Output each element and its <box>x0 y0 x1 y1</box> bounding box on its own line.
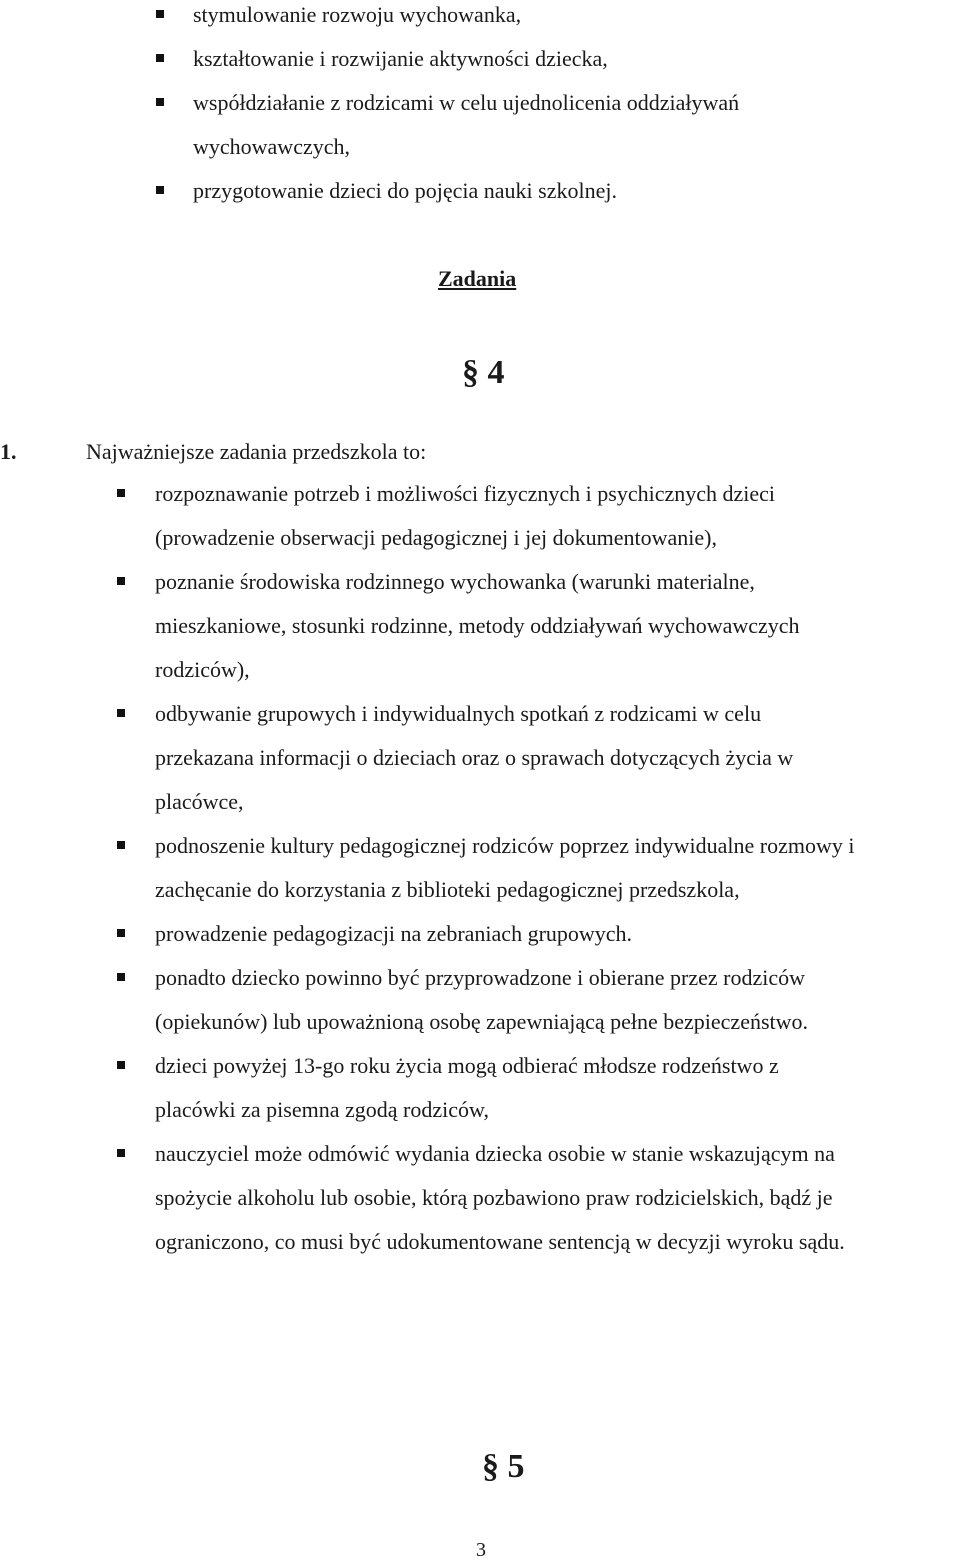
bullet-icon <box>156 186 164 194</box>
point-number: 1. <box>0 439 17 464</box>
bullet-icon <box>117 709 125 717</box>
list-item-line: poznanie środowiska rodzinnego wychowanka (warunki materialne, <box>155 569 755 594</box>
list-item-line: stymulowanie rozwoju wychowanka, <box>193 2 522 27</box>
bullet-icon <box>117 929 125 937</box>
bullet-icon <box>117 577 125 585</box>
list-item-line: dzieci powyżej 13-go roku życia mogą odbierać młodsze rodzeństwo z <box>155 1053 779 1078</box>
list-item-line: prowadzenie pedagogizacji na zebraniach grupowych. <box>155 921 633 946</box>
bullet-icon <box>117 1149 125 1157</box>
list-item-line: rodziców), <box>155 657 250 682</box>
list-item-line: odbywanie grupowych i indywidualnych spotkań z rodzicami w celu <box>155 701 762 726</box>
list-item-line: placówki za pisemna zgodą rodziców, <box>155 1097 489 1122</box>
list-item-line: (prowadzenie obserwacji pedagogicznej i jej dokumentowanie), <box>155 525 717 550</box>
list-item-line: nauczyciel może odmówić wydania dziecka osobie w stanie wskazującym na <box>155 1141 835 1166</box>
list-item-line: przygotowanie dzieci do pojęcia nauki szkolnej. <box>193 178 617 203</box>
point-title: Najważniejsze zadania przedszkola to: <box>86 439 427 464</box>
bullet-icon <box>117 1061 125 1069</box>
page-number: 3 <box>476 1539 486 1561</box>
list-item-line: spożycie alkoholu lub osobie, którą pozbawiono praw rodzicielskich, bądź je <box>155 1185 833 1210</box>
list-item-line: mieszkaniowe, stosunki rodzinne, metody oddziaływań wychowawczych <box>155 613 800 638</box>
list-item-line: przekazana informacji o dzieciach oraz o sprawach dotyczących życia w <box>155 745 794 770</box>
section-number: § 5 <box>482 1448 525 1485</box>
list-item-line: zachęcanie do korzystania z biblioteki pedagogicznej przedszkola, <box>155 877 740 902</box>
bullet-icon <box>156 54 164 62</box>
bullet-icon <box>156 98 164 106</box>
list-item-line: współdziałanie z rodzicami w celu ujednolicenia oddziaływań <box>193 90 740 115</box>
section-heading: Zadania <box>438 266 517 291</box>
list-item-line: wychowawczych, <box>193 134 350 159</box>
section-number: § 4 <box>462 354 505 391</box>
bullet-icon <box>156 10 164 18</box>
list-item-line: (opiekunów) lub upoważnioną osobę zapewniającą pełne bezpieczeństwo. <box>155 1009 809 1034</box>
list-item-line: podnoszenie kultury pedagogicznej rodziców poprzez indywidualne rozmowy i <box>155 833 855 858</box>
list-item-line: rozpoznawanie potrzeb i możliwości fizycznych i psychicznych dzieci <box>155 481 776 506</box>
list-item-line: ponadto dziecko powinno być przyprowadzone i obierane przez rodziców <box>155 965 805 990</box>
bullet-icon <box>117 489 125 497</box>
list-item-line: placówce, <box>155 789 244 814</box>
bullet-icon <box>117 841 125 849</box>
list-item-line: kształtowanie i rozwijanie aktywności dziecka, <box>193 46 608 71</box>
list-item-line: ograniczono, co musi być udokumentowane sentencją w decyzji wyroku sądu. <box>155 1229 845 1254</box>
bullet-icon <box>117 973 125 981</box>
